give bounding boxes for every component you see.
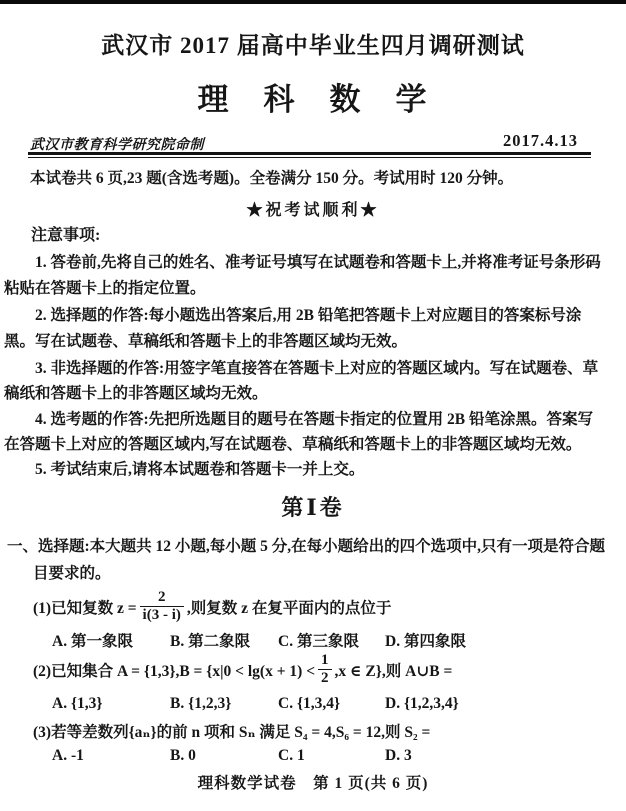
option-a: A. 第一象限 bbox=[52, 633, 133, 650]
question-2-post: ,x ∈ Z},则 A∪B = bbox=[334, 663, 453, 680]
question-1-fraction bbox=[140, 590, 184, 624]
section-instruction-line1: 一、选择题:本大题共 12 小题,每小题 5 分,在每小题给出的四个选项中,只有一项是符合题 bbox=[7, 538, 606, 555]
fraction-denominator: 2 bbox=[318, 669, 332, 687]
notice-line-2a: 2. 选择题的作答:每小题选出答案后,用 2B 铅笔把答题卡上对应题目的答案标号涂 bbox=[35, 307, 582, 324]
question-2-pre: (2)已知集合 A = {1,3},B = {x|0 < lg(x + 1) < bbox=[33, 663, 316, 680]
section-instruction-line2: 目要求的。 bbox=[33, 565, 111, 582]
notice-line-2b: 黑。写在试题卷、草稿纸和答题卡上的非答题区域均无效。 bbox=[4, 333, 408, 350]
option-c: C. 1 bbox=[278, 747, 305, 764]
scan-edge-bar bbox=[0, 0, 626, 4]
fraction-denominator: i(3 - i) bbox=[140, 606, 184, 624]
option-b: B. 0 bbox=[170, 747, 196, 764]
header-divider-rule bbox=[28, 152, 591, 158]
notice-line-3a: 3. 非选择题的作答:用签字笔直接答在答题卡上对应的答题区域内。写在试题卷、草 bbox=[35, 360, 599, 377]
exam-title: 武汉市 2017 届高中毕业生四月调研测试 bbox=[101, 33, 525, 58]
fraction-numerator: 2 bbox=[157, 589, 166, 605]
notice-line-3b: 稿纸和答题卡上的非答题区域均无效。 bbox=[4, 385, 268, 402]
option-d: D. {1,2,3,4} bbox=[385, 695, 459, 712]
exam-info-line: 本试卷共 6 页,23 题(含选考题)。全卷满分 150 分。考试用时 120 分钟。 bbox=[30, 170, 514, 187]
notice-line-4b: 在答题卡上对应的答题区域内,写在试题卷、草稿纸和答题卡上的非答题区域均无效。 bbox=[4, 436, 582, 453]
option-c: C. {1,3,4} bbox=[278, 695, 341, 712]
question-3: (3)若等差数列{aₙ}的前 n 项和 Sₙ 满足 S₄ = 4,S₆ = 12,则 S₂ = bbox=[33, 724, 431, 741]
question-3-options bbox=[0, 747, 626, 767]
question-2-fraction bbox=[318, 653, 332, 687]
notice-line-4a: 4. 选考题的作答:先把所选题目的题号在答题卡指定的位置用 2B 铅笔涂黑。答案写 bbox=[35, 411, 594, 428]
question-2 bbox=[33, 652, 452, 688]
option-a: A. -1 bbox=[52, 747, 84, 764]
notice-line-1a: 1. 答卷前,先将自己的姓名、准考证号填写在试题卷和答题卡上,并将准考证号条形码 bbox=[35, 254, 601, 271]
part-one-title: 第Ⅰ卷 bbox=[281, 495, 345, 520]
notice-line-5: 5. 考试结束后,请将本试题卷和答题卡一并上交。 bbox=[35, 461, 365, 478]
exam-subject-title: 理 科 数 学 bbox=[197, 82, 429, 117]
option-c: C. 第三象限 bbox=[278, 633, 359, 650]
option-d: D. 3 bbox=[385, 747, 412, 764]
notice-line-1b: 粘贴在答题卡上的指定位置。 bbox=[4, 280, 206, 297]
question-1-post: ,则复数 z 在复平面内的点位于 bbox=[186, 600, 392, 617]
notice-heading: 注意事项: bbox=[31, 227, 101, 244]
option-b: B. {1,2,3} bbox=[170, 695, 232, 712]
option-a: A. {1,3} bbox=[52, 695, 103, 712]
page-footer: 理科数学试卷 第 1 页(共 6 页) bbox=[197, 775, 429, 792]
question-1-pre: (1)已知复数 z = bbox=[33, 600, 137, 617]
exam-wish-line: ★祝考试顺利★ bbox=[246, 202, 380, 219]
fraction-numerator: 1 bbox=[321, 652, 329, 668]
option-d: D. 第四象限 bbox=[385, 633, 466, 650]
issuer-label: 武汉市教育科学研究院命制 bbox=[30, 138, 204, 153]
question-2-options bbox=[0, 695, 626, 715]
exam-date: 2017.4.13 bbox=[503, 131, 578, 150]
option-b: B. 第二象限 bbox=[170, 633, 251, 650]
question-1-options bbox=[0, 629, 626, 649]
question-1 bbox=[33, 588, 391, 626]
